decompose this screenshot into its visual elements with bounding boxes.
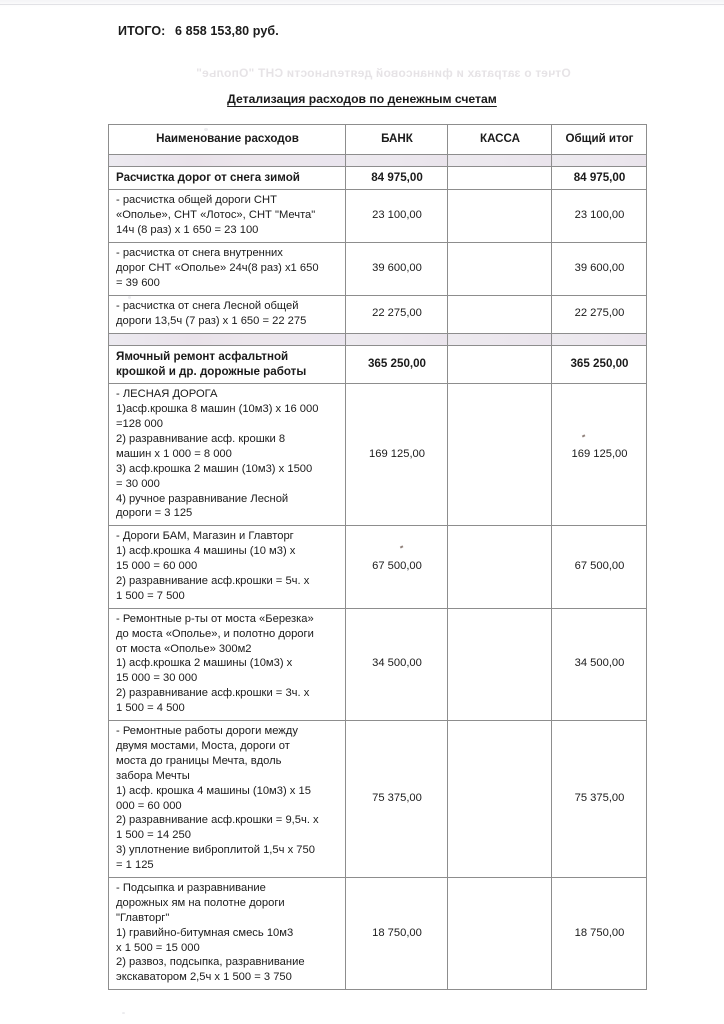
- detail-cash-cell: [448, 190, 552, 243]
- detail-line: экскаватором 2,5ч x 1 500 = 3 750: [116, 971, 292, 984]
- grand-total-label: ИТОГО:: [118, 24, 166, 38]
- section-title-line: Расчистка дорог от снега зимой: [116, 171, 300, 184]
- detail-description-cell: [109, 526, 346, 608]
- detail-line: дороги 13,5ч (7 раз) x 1 650 = 22 275: [116, 314, 307, 327]
- detail-description-cell: [109, 295, 346, 333]
- table-row: [109, 190, 647, 243]
- detail-line: «Ополье», СНТ «Лотос», СНТ "Мечта": [116, 209, 316, 222]
- spacer-cell: [552, 155, 647, 167]
- detail-bank-cell: 23 100,00: [346, 190, 448, 243]
- expense-table-wrapper: [108, 124, 646, 990]
- table-spacer-row: [109, 155, 647, 167]
- detail-total-cell: 169 125,00: [552, 384, 647, 526]
- table-body: [109, 155, 647, 990]
- table-spacer-row: [109, 333, 647, 345]
- detail-total-cell: 34 500,00: [552, 608, 647, 720]
- grand-total-line: [118, 24, 279, 38]
- section-title-cell: [109, 167, 346, 190]
- detail-line: 3) уплотнение виброплитой 1,5ч x 750: [116, 844, 315, 857]
- detail-line: - расчистка от снега Лесной общей: [116, 299, 299, 312]
- detail-line: 1)асф.крошка 8 машин (10м3) x 16 000: [116, 403, 319, 416]
- detail-cash-cell: [448, 243, 552, 296]
- spacer-cell: [346, 333, 448, 345]
- detail-line: - Ремонтные работы дороги между: [116, 725, 298, 738]
- detail-line: 1) асф. крошка 4 машины (10м3) x 15: [116, 784, 311, 797]
- table-row: [109, 384, 647, 526]
- table-row: [109, 877, 647, 989]
- detail-line: моста до границы Мечта, вдоль: [116, 754, 282, 767]
- detail-cash-cell: [448, 608, 552, 720]
- detail-cash-cell: [448, 295, 552, 333]
- detail-line: 3) асф.крошка 2 машин (10м3) x 1500: [116, 462, 313, 475]
- table-row: [109, 295, 647, 333]
- detail-line: 1 500 = 14 250: [116, 829, 191, 842]
- col-header-name: Наименование расходов: [109, 125, 346, 155]
- spacer-cell: [346, 155, 448, 167]
- spacer-cell: [109, 155, 346, 167]
- detail-description-cell: [109, 190, 346, 243]
- detail-line: "Главторг": [116, 911, 170, 924]
- detail-total-cell: 18 750,00: [552, 877, 647, 989]
- detail-cash-cell: [448, 526, 552, 608]
- detail-line: 14ч (8 раз) x 1 650 = 23 100: [116, 224, 259, 237]
- detail-line: 15 000 = 60 000: [116, 560, 198, 573]
- table-row: [109, 243, 647, 296]
- detail-line: 000 = 60 000: [116, 799, 182, 812]
- section-title-cell: [109, 345, 346, 384]
- detail-total-cell: 22 275,00: [552, 295, 647, 333]
- section-row: [109, 167, 647, 190]
- detail-total-cell: 75 375,00: [552, 721, 647, 878]
- section-total-cell: 84 975,00: [552, 167, 647, 190]
- detail-line: x 1 500 = 15 000: [116, 941, 200, 954]
- detail-line: - расчистка от снега внутренних: [116, 247, 283, 260]
- header-row: [109, 125, 647, 155]
- detail-line: - Подсыпка и разравнивание: [116, 881, 266, 894]
- detail-bank-cell: 22 275,00: [346, 295, 448, 333]
- detail-line: 1) асф.крошка 2 машины (10м3) x: [116, 657, 293, 670]
- detail-total-cell: 23 100,00: [552, 190, 647, 243]
- document-subtitle: Детализация расходов по денежным счетам: [227, 92, 497, 106]
- detail-bank-cell: 67 500,00: [346, 526, 448, 608]
- col-header-cash: КАССА: [448, 125, 552, 155]
- detail-total-cell: 39 600,00: [552, 243, 647, 296]
- detail-line: двумя мостами, Моста, дороги от: [116, 739, 290, 752]
- detail-line: 15 000 = 30 000: [116, 672, 198, 685]
- section-total-cell: 365 250,00: [552, 345, 647, 384]
- detail-description-cell: [109, 243, 346, 296]
- expense-table: [108, 124, 647, 990]
- detail-line: 2) разравнивание асф.крошки = 3ч. x: [116, 687, 310, 700]
- table-header: [109, 125, 647, 155]
- detail-line: 1 500 = 7 500: [116, 589, 185, 602]
- spacer-cell: [109, 333, 346, 345]
- table-row: [109, 526, 647, 608]
- table-row: [109, 721, 647, 878]
- detail-line: от моста «Ополье» 300м2: [116, 642, 252, 655]
- detail-bank-cell: 18 750,00: [346, 877, 448, 989]
- detail-cash-cell: [448, 721, 552, 878]
- detail-line: до моста «Ополье», и полотно дороги: [116, 627, 314, 640]
- detail-cash-cell: [448, 384, 552, 526]
- detail-description-cell: [109, 877, 346, 989]
- detail-bank-cell: 34 500,00: [346, 608, 448, 720]
- detail-line: = 1 125: [116, 859, 154, 872]
- page-top-edge: [0, 4, 724, 5]
- section-cash-cell: [448, 345, 552, 384]
- detail-line: дорог СНТ «Ополье» 24ч(8 раз) x1 650: [116, 261, 319, 274]
- table-row: [109, 608, 647, 720]
- detail-line: - ЛЕСНАЯ ДОРОГА: [116, 388, 218, 401]
- detail-line: дорожных ям на полотне дороги: [116, 896, 285, 909]
- detail-bank-cell: 169 125,00: [346, 384, 448, 526]
- detail-line: дороги = 3 125: [116, 507, 193, 520]
- section-bank-cell: 365 250,00: [346, 345, 448, 384]
- spacer-cell: [552, 333, 647, 345]
- section-title-line: крошкой и др. дорожные работы: [116, 364, 307, 378]
- detail-line: 1) асф.крошка 4 машины (10 м3) x: [116, 545, 296, 558]
- grand-total-amount: 6 858 153,80 руб.: [175, 24, 279, 38]
- detail-line: машин x 1 000 = 8 000: [116, 447, 232, 460]
- detail-total-cell: 67 500,00: [552, 526, 647, 608]
- section-row: [109, 345, 647, 384]
- detail-line: 2) разравнивание асф. крошки 8: [116, 433, 286, 446]
- detail-line: =128 000: [116, 418, 163, 431]
- detail-line: 4) ручное разравнивание Лесной: [116, 492, 289, 505]
- col-header-bank: БАНК: [346, 125, 448, 155]
- section-title-line: Ямочный ремонт асфальтной: [116, 349, 289, 363]
- spacer-cell: [448, 333, 552, 345]
- detail-line: = 30 000: [116, 477, 160, 490]
- detail-line: = 39 600: [116, 276, 160, 289]
- detail-line: 2) развоз, подсыпка, разравнивание: [116, 956, 305, 969]
- detail-description-cell: [109, 721, 346, 878]
- detail-cash-cell: [448, 877, 552, 989]
- bleed-through-text: Отчет о затратах и финансовой деятельности СНТ "Ополье": [196, 66, 571, 80]
- col-header-total: Общий итог: [552, 125, 647, 155]
- detail-description-cell: [109, 608, 346, 720]
- detail-bank-cell: 39 600,00: [346, 243, 448, 296]
- detail-line: - расчистка общей дороги СНТ: [116, 194, 277, 207]
- detail-line: 2) разравнивание асф.крошки = 9,5ч. x: [116, 814, 319, 827]
- spacer-cell: [448, 155, 552, 167]
- detail-line: - Ремонтные р-ты от моста «Березка»: [116, 612, 314, 625]
- detail-bank-cell: 75 375,00: [346, 721, 448, 878]
- scan-speck: [122, 1012, 125, 1014]
- section-bank-cell: 84 975,00: [346, 167, 448, 190]
- detail-line: 1) гравийно-битумная смесь 10м3: [116, 926, 294, 939]
- detail-line: 1 500 = 4 500: [116, 702, 185, 715]
- detail-line: забора Мечты: [116, 769, 190, 782]
- detail-line: - Дороги БАМ, Магазин и Главторг: [116, 530, 294, 543]
- section-cash-cell: [448, 167, 552, 190]
- detail-line: 2) разравнивание асф.крошки = 5ч. x: [116, 575, 310, 588]
- detail-description-cell: [109, 384, 346, 526]
